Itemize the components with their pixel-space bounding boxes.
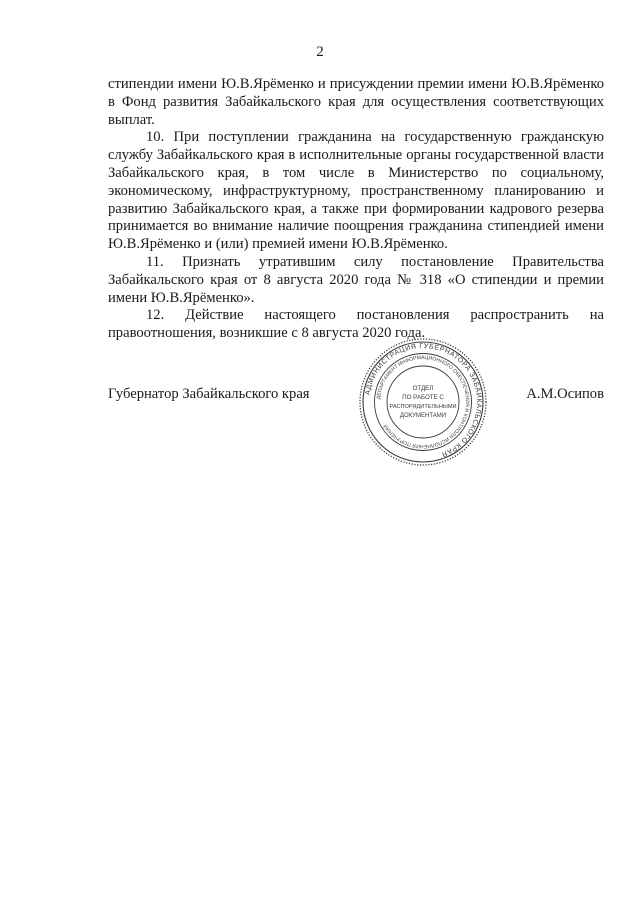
paragraph-12: 12. Действие настоящего постановления распространить на правоотношения, возникшие с 8 августа 2020 года. [108, 307, 604, 342]
document-body [108, 76, 604, 343]
seal-inner-ring-text: ДЕПАРТАМЕНТ ИНФОРМАЦИОННОГО ОБЕСПЕЧЕНИЯ И КОНТРОЛЯ ИСПОЛНЕНИЯ ПОРУЧЕНИЙ [376, 354, 471, 450]
official-seal-stamp [357, 336, 489, 468]
seal-outer-ring-text: АДМИНИСТРАЦИЯ ГУБЕРНАТОРА ЗАБАЙКАЛЬСКОГО КРАЯ [364, 342, 483, 458]
seal-graphic [357, 336, 489, 468]
seal-center-line-3: РАСПОРЯДИТЕЛЬНЫМИ [389, 404, 457, 410]
seal-center-line-4: ДОКУМЕНТАМИ [399, 413, 447, 419]
paragraph-continuation: стипендии имени Ю.В.Ярёменко и присуждении премии имени Ю.В.Ярёменко в Фонд развития Забайкальского края для осуществления соответствующих выплат. [108, 76, 604, 128]
paragraph-11: 11. Признать утратившим силу постановление Правительства Забайкальского края от 8 августа 2020 года № 318 «О стипендии и премии имени Ю.В.Ярёменко». [108, 253, 604, 306]
paragraph-10: 10. При поступлении гражданина на государственную гражданскую службу Забайкальского края в исполнительные органы государственной власти Забайкальского края, в том числе в Министерство по социальному, экономическому, инфраструктурному, пространственному планированию и развитию Забайкальского края, а также при формировании кадрового резерва принимается во внимание наличие поощрения гражданина стипендией имени Ю.В.Ярёменко и (или) премией имени Ю.В.Ярёменко. [108, 129, 604, 253]
seal-center-line-1: ОТДЕЛ [412, 385, 434, 392]
seal-center-line-2: ПО РАБОТЕ С [402, 394, 444, 401]
signer-name: А.М.Осипов [526, 386, 604, 402]
page-number: 2 [316, 44, 324, 60]
signer-title: Губернатор Забайкальского края [108, 386, 310, 402]
